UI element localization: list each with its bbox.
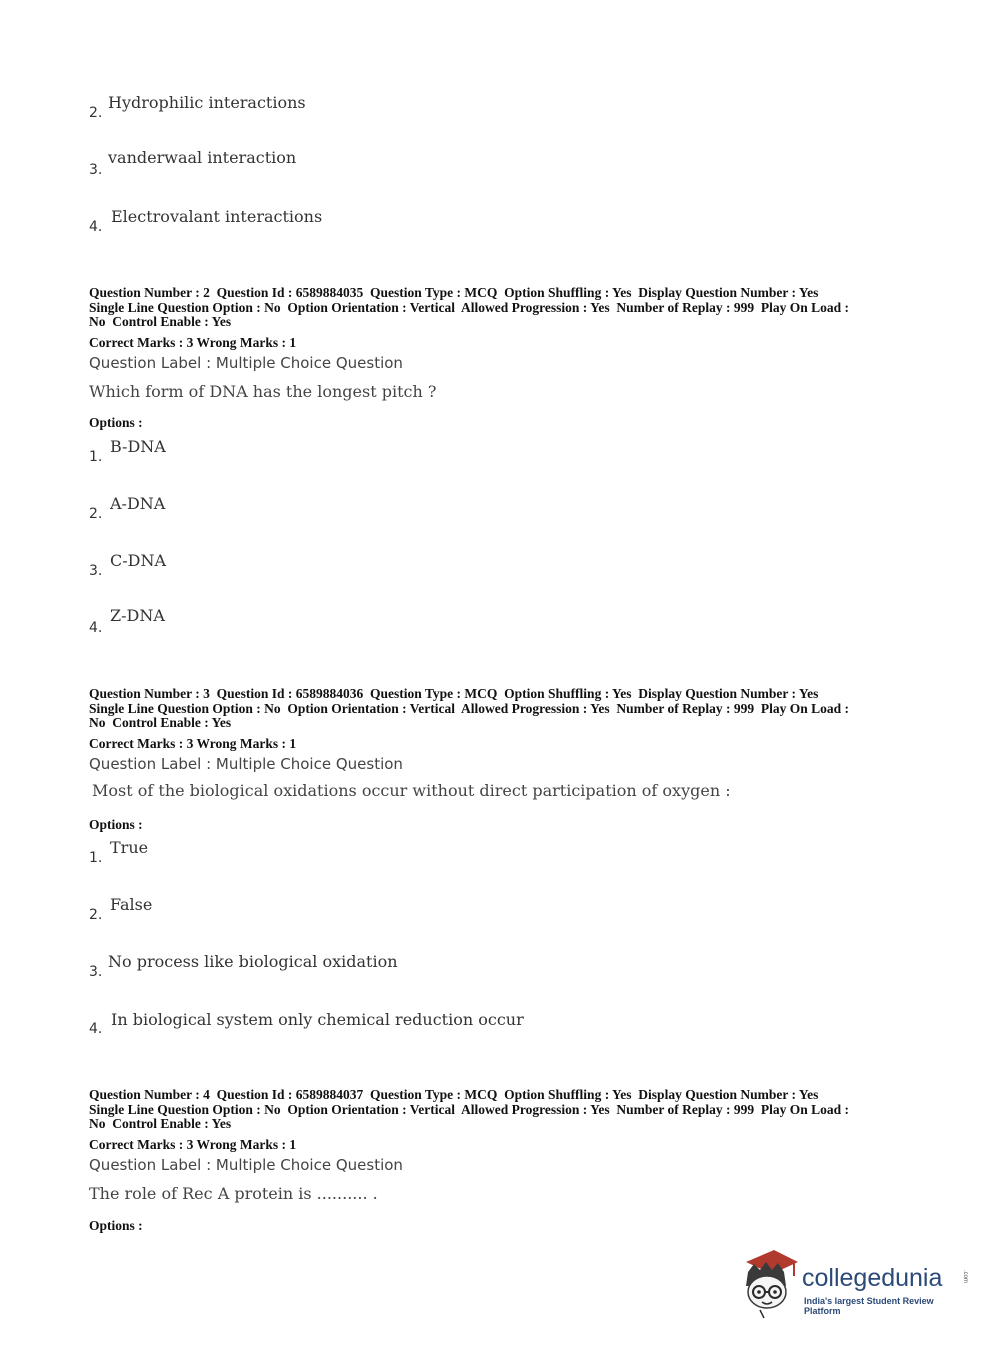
meta-line: Question Number : 2 Question Id : 6589884035 Question Type : MCQ Option Shuffling : Yes Display Question Number : Yes: [89, 285, 819, 300]
question-marks: Correct Marks : 3 Wrong Marks : 1: [89, 1137, 297, 1152]
option-text: Electrovalant interactions: [111, 207, 323, 226]
option-number: 4.: [89, 1021, 103, 1037]
question-label: Question Label : Multiple Choice Question: [89, 755, 403, 773]
option-number: 3.: [89, 563, 103, 579]
meta-line: No Control Enable : Yes: [89, 715, 232, 731]
option-number: 2.: [89, 506, 103, 522]
option-number: 4.: [89, 219, 103, 235]
logo-tagline: India's largest Student Review Platform: [804, 1296, 934, 1316]
question-text: Most of the biological oxidations occur without direct participation of oxygen :: [92, 781, 731, 800]
logo-wordmark: collegedunia: [802, 1264, 943, 1292]
option-number: 4.: [89, 620, 103, 636]
question-label: Question Label : Multiple Choice Question: [89, 1156, 403, 1174]
meta-line: No Control Enable : Yes: [89, 314, 232, 330]
question-text: The role of Rec A protein is .......... .: [89, 1184, 378, 1203]
question-marks: Correct Marks : 3 Wrong Marks : 1: [89, 736, 297, 751]
option-number: 2.: [89, 105, 103, 121]
collegedunia-logo: [740, 1248, 970, 1320]
question-meta: [89, 286, 849, 330]
question-marks: Correct Marks : 3 Wrong Marks : 1: [89, 335, 297, 350]
meta-line: Single Line Question Option : No Option Orientation : Vertical Allowed Progression : Yes Number of Replay : 999 Play On Load :: [89, 700, 850, 716]
option-text: Z-DNA: [110, 606, 165, 625]
option-number: 1.: [89, 449, 103, 465]
option-number: 1.: [89, 850, 103, 866]
option-text: True: [110, 838, 149, 857]
options-label: Options :: [89, 1218, 143, 1233]
option-text: In biological system only chemical reduction occur: [111, 1010, 524, 1029]
option-number: 2.: [89, 907, 103, 923]
question-label: Question Label : Multiple Choice Question: [89, 354, 403, 372]
meta-line: Single Line Question Option : No Option Orientation : Vertical Allowed Progression : Yes Number of Replay : 999 Play On Load :: [89, 299, 850, 315]
option-text: B-DNA: [110, 437, 166, 456]
meta-line: No Control Enable : Yes: [89, 1116, 232, 1132]
question-meta: [89, 687, 849, 731]
option-text: vanderwaal interaction: [108, 148, 297, 167]
option-text: No process like biological oxidation: [108, 952, 398, 971]
logo-suffix: .com: [962, 1270, 968, 1284]
option-number: 3.: [89, 162, 103, 178]
question-text: Which form of DNA has the longest pitch ?: [89, 382, 437, 401]
question-meta: [89, 1088, 849, 1132]
meta-line: Question Number : 3 Question Id : 6589884036 Question Type : MCQ Option Shuffling : Yes Display Question Number : Yes: [89, 686, 819, 701]
options-label: Options :: [89, 817, 143, 832]
option-text: Hydrophilic interactions: [108, 93, 306, 112]
meta-line: Question Number : 4 Question Id : 6589884037 Question Type : MCQ Option Shuffling : Yes Display Question Number : Yes: [89, 1087, 819, 1102]
option-text: A-DNA: [110, 494, 166, 513]
option-text: C-DNA: [110, 551, 167, 570]
mascot-icon: [740, 1248, 802, 1320]
meta-line: Single Line Question Option : No Option Orientation : Vertical Allowed Progression : Yes Number of Replay : 999 Play On Load :: [89, 1101, 850, 1117]
options-label: Options :: [89, 415, 143, 430]
option-text: False: [110, 895, 153, 914]
option-number: 3.: [89, 964, 103, 980]
